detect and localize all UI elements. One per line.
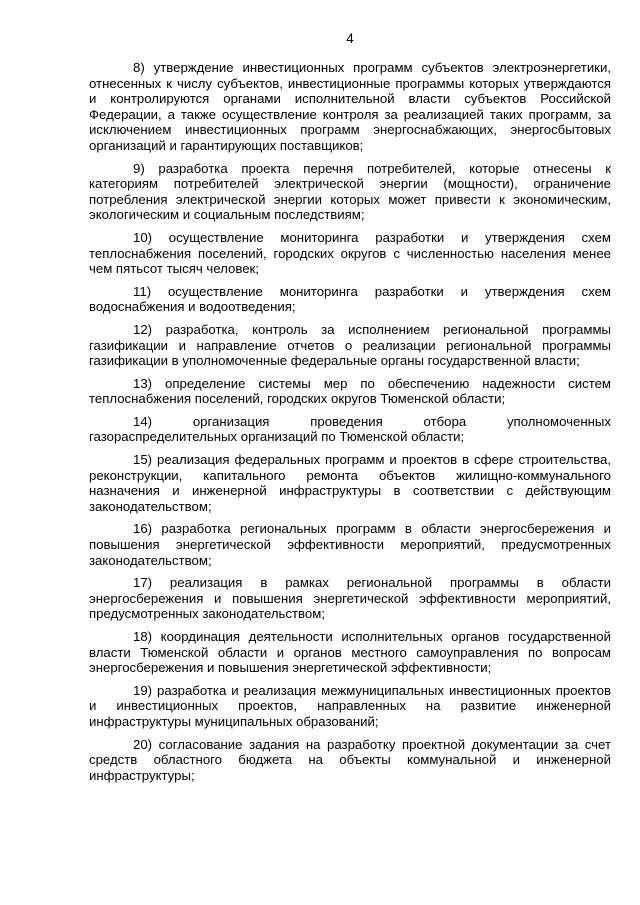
list-item-15: 15) реализация федеральных программ и проектов в сфере строительства, реконструкции, капитального ремонта объектов жилищно-коммунального назначения и инженерной инфраструктуры в соответствии с действующим законодательством; bbox=[89, 452, 611, 514]
list-item-19: 19) разработка и реализация межмуниципальных инвестиционных проектов и инвестиционных проектов, направленных на развитие инженерной инфраструктуры муниципальных образований; bbox=[89, 682, 611, 729]
list-item-13: 13) определение системы мер по обеспечению надежности систем теплоснабжения поселений, городских округов Тюменской области; bbox=[89, 375, 611, 407]
list-item-9: 9) разработка проекта перечня потребителей, которые отнесены к категориям потребителей электрической энергии (мощности), ограничение потребления электрической энергии которых может привести к экономическим, экологическим и социальным последствиям; bbox=[89, 160, 611, 223]
page-number: 4 bbox=[346, 31, 354, 46]
list-item-18: 18) координация деятельности исполнительных органов государственной власти Тюменской области и органов местного самоуправления по вопросам энергосбережения и повышения энергетической эффективности; bbox=[89, 629, 611, 676]
list-item-11: 11) осуществление мониторинга разработки и утверждения схем водоснабжения и водоотведения; bbox=[89, 283, 611, 315]
list-item-20: 20) согласование задания на разработку проектной документации за счет средств областного бюджета на объекты коммунальной и инженерной инфраструктуры; bbox=[89, 736, 611, 783]
list-item-16: 16) разработка региональных программ в области энергосбережения и повышения энергетической эффективности мероприятий, предусмотренных законодательством; bbox=[89, 521, 611, 568]
list-item-12: 12) разработка, контроль за исполнением региональной программы газификации и направление отчетов о реализации региональной программы газификации в уполномоченные федеральные органы государственной власти; bbox=[89, 321, 611, 369]
list-item-8: 8) утверждение инвестиционных программ субъектов электроэнергетики, отнесенных к числу субъектов, инвестиционные программы которых утверждаются и контролируются органами исполнительной власти субъектов Российской Федерации, а также осуществление контроля за реализацией таких программ, за исключением инвестиционных программ энергоснабжающих, энергосбытовых организаций и гарантирующих поставщиков; bbox=[89, 60, 611, 153]
list-item-14: 14) организация проведения отбора уполномоченных газораспределительных организаций по Тюменской области; bbox=[89, 413, 611, 445]
list-item-17: 17) реализация в рамках региональной программы в области энергосбережения и повышения энергетической эффективности мероприятий, предусмотренных законодательством; bbox=[89, 575, 611, 622]
document-body bbox=[89, 60, 611, 790]
list-item-10: 10) осуществление мониторинга разработки и утверждения схем теплоснабжения поселений, городских округов с численностью населения менее чем пятьсот тысяч человек; bbox=[89, 229, 611, 277]
